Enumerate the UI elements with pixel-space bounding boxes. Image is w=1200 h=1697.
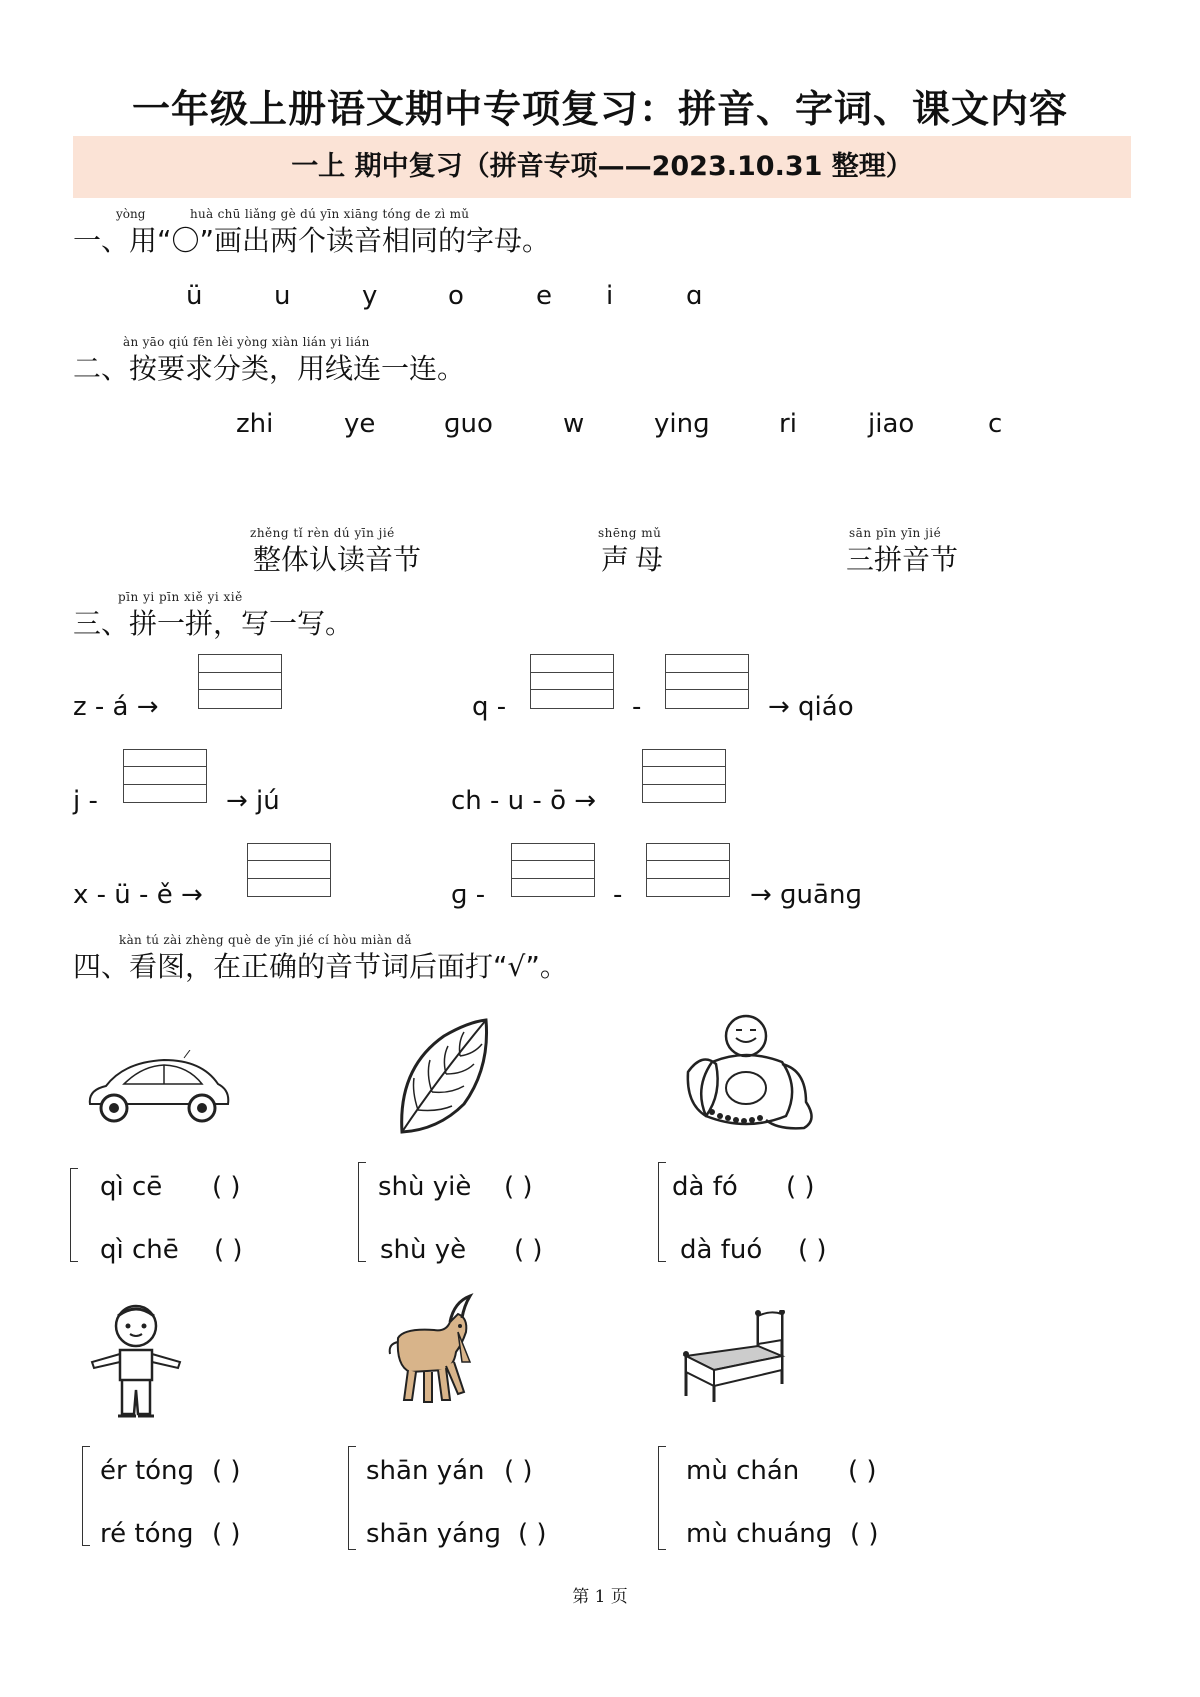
exercise-prompt: ch - u - ō → — [451, 786, 597, 816]
option-label: mù chán — [686, 1456, 800, 1486]
option-label: qì chē — [100, 1235, 179, 1265]
syllable-item[interactable]: jiao — [868, 409, 915, 439]
writing-grid[interactable] — [247, 843, 331, 897]
writing-grid[interactable] — [642, 749, 726, 803]
answer-paren[interactable]: ( ) — [798, 1235, 827, 1265]
goat-image — [384, 1292, 480, 1408]
option-brace — [358, 1162, 366, 1262]
option-brace — [348, 1446, 356, 1550]
answer-paren[interactable]: ( ) — [212, 1456, 241, 1486]
exercise-prompt: q - — [472, 692, 507, 722]
syllable-item[interactable]: zhi — [236, 409, 274, 439]
section1-pinyin-a: yòng — [116, 207, 146, 221]
option-label: dà fuó — [680, 1235, 763, 1265]
car-image — [84, 1050, 232, 1126]
exercise-prompt: ɡ - — [451, 880, 486, 910]
category-triple-syllable[interactable]: 三拼音节 — [846, 543, 959, 576]
option-label: shù yè — [380, 1235, 467, 1265]
syllable-item[interactable]: yinɡ — [654, 409, 710, 439]
letter-item[interactable]: e — [536, 281, 552, 311]
option-label: mù chuánɡ — [686, 1519, 833, 1549]
exercise-answer: → qiáo — [768, 692, 854, 722]
answer-paren[interactable]: ( ) — [212, 1519, 241, 1549]
answer-paren[interactable]: ( ) — [214, 1235, 243, 1265]
option-brace — [82, 1446, 90, 1546]
syllable-item[interactable]: ri — [779, 409, 797, 439]
answer-paren[interactable]: ( ) — [504, 1456, 533, 1486]
letter-item[interactable]: i — [606, 281, 614, 311]
exercise-prompt: j - — [73, 786, 98, 816]
exercise-dash: - — [613, 880, 623, 910]
buddha-image — [682, 1012, 822, 1134]
exercise-prompt: x - ü - ě → — [73, 880, 203, 910]
section1-pinyin-b: huà chū liǎng gè dú yīn xiāng tóng de zì mǔ — [190, 207, 470, 221]
option-brace — [70, 1168, 78, 1262]
bed-image — [678, 1310, 790, 1406]
option-label: shān yán — [366, 1456, 485, 1486]
option-label: dà fó — [672, 1172, 738, 1202]
category-pinyin: shēng mǔ — [598, 526, 662, 540]
section3-heading: 三、拼一拼，写一写。 — [73, 607, 354, 640]
writing-grid[interactable] — [198, 654, 282, 709]
child-image — [88, 1302, 184, 1422]
option-label: shù yiè — [378, 1172, 472, 1202]
category-pinyin: zhěng tǐ rèn dú yīn jié — [250, 526, 395, 540]
letter-item[interactable]: y — [362, 281, 378, 311]
section2-pinyin: àn yāo qiú fēn lèi yòng xiàn lián yi lián — [123, 335, 370, 349]
option-label: qì cē — [100, 1172, 163, 1202]
answer-paren[interactable]: ( ) — [850, 1519, 879, 1549]
answer-paren[interactable]: ( ) — [848, 1456, 877, 1486]
leaf-image — [398, 1018, 490, 1136]
exercise-answer: → ɡuānɡ — [750, 880, 862, 910]
option-brace — [658, 1162, 666, 1262]
syllable-item[interactable]: ye — [344, 409, 376, 439]
syllable-item[interactable]: c — [988, 409, 1003, 439]
banner-text: 一上 期中复习（拼音专项——2023.10.31 整理） — [291, 151, 913, 182]
category-whole-syllable[interactable]: 整体认读音节 — [253, 543, 422, 576]
letter-item[interactable]: ɑ — [686, 281, 703, 311]
section2-heading: 二、按要求分类，用线连一连。 — [73, 352, 466, 385]
category-initial[interactable]: 声母 — [601, 543, 670, 576]
answer-paren[interactable]: ( ) — [514, 1235, 543, 1265]
letter-item[interactable]: u — [274, 281, 291, 311]
option-brace — [658, 1446, 666, 1550]
writing-grid[interactable] — [646, 843, 730, 897]
section3-pinyin: pīn yi pīn xiě yi xiě — [118, 590, 243, 604]
page-number: 第 1 页 — [572, 1587, 628, 1607]
writing-grid[interactable] — [511, 843, 595, 897]
writing-grid[interactable] — [123, 749, 207, 803]
syllable-item[interactable]: w — [563, 409, 585, 439]
letter-item[interactable]: ü — [186, 281, 203, 311]
section4-pinyin: kàn tú zài zhèng què de yīn jié cí hòu miàn dǎ — [119, 933, 412, 947]
exercise-dash: - — [632, 692, 642, 722]
syllable-item[interactable]: ɡuo — [444, 409, 493, 439]
answer-paren[interactable]: ( ) — [786, 1172, 815, 1202]
writing-grid[interactable] — [530, 654, 614, 709]
answer-paren[interactable]: ( ) — [518, 1519, 547, 1549]
section4-heading: 四、看图，在正确的音节词后面打“√”。 — [73, 950, 568, 983]
answer-paren[interactable]: ( ) — [212, 1172, 241, 1202]
exercise-answer: → jú — [226, 786, 280, 816]
exercise-prompt: z - á → — [73, 692, 159, 722]
option-label: ér tónɡ — [100, 1456, 195, 1486]
letter-item[interactable]: o — [448, 281, 464, 311]
writing-grid[interactable] — [665, 654, 749, 709]
section1-heading: 一、用“〇”画出两个读音相同的字母。 — [73, 224, 551, 257]
answer-paren[interactable]: ( ) — [504, 1172, 533, 1202]
option-label: ré tónɡ — [100, 1519, 194, 1549]
section-banner — [73, 136, 1131, 198]
option-label: shān yánɡ — [366, 1519, 502, 1549]
page-title: 一年级上册语文期中专项复习：拼音、字词、课文内容 — [131, 87, 1068, 131]
category-pinyin: sān pīn yīn jié — [849, 526, 942, 540]
